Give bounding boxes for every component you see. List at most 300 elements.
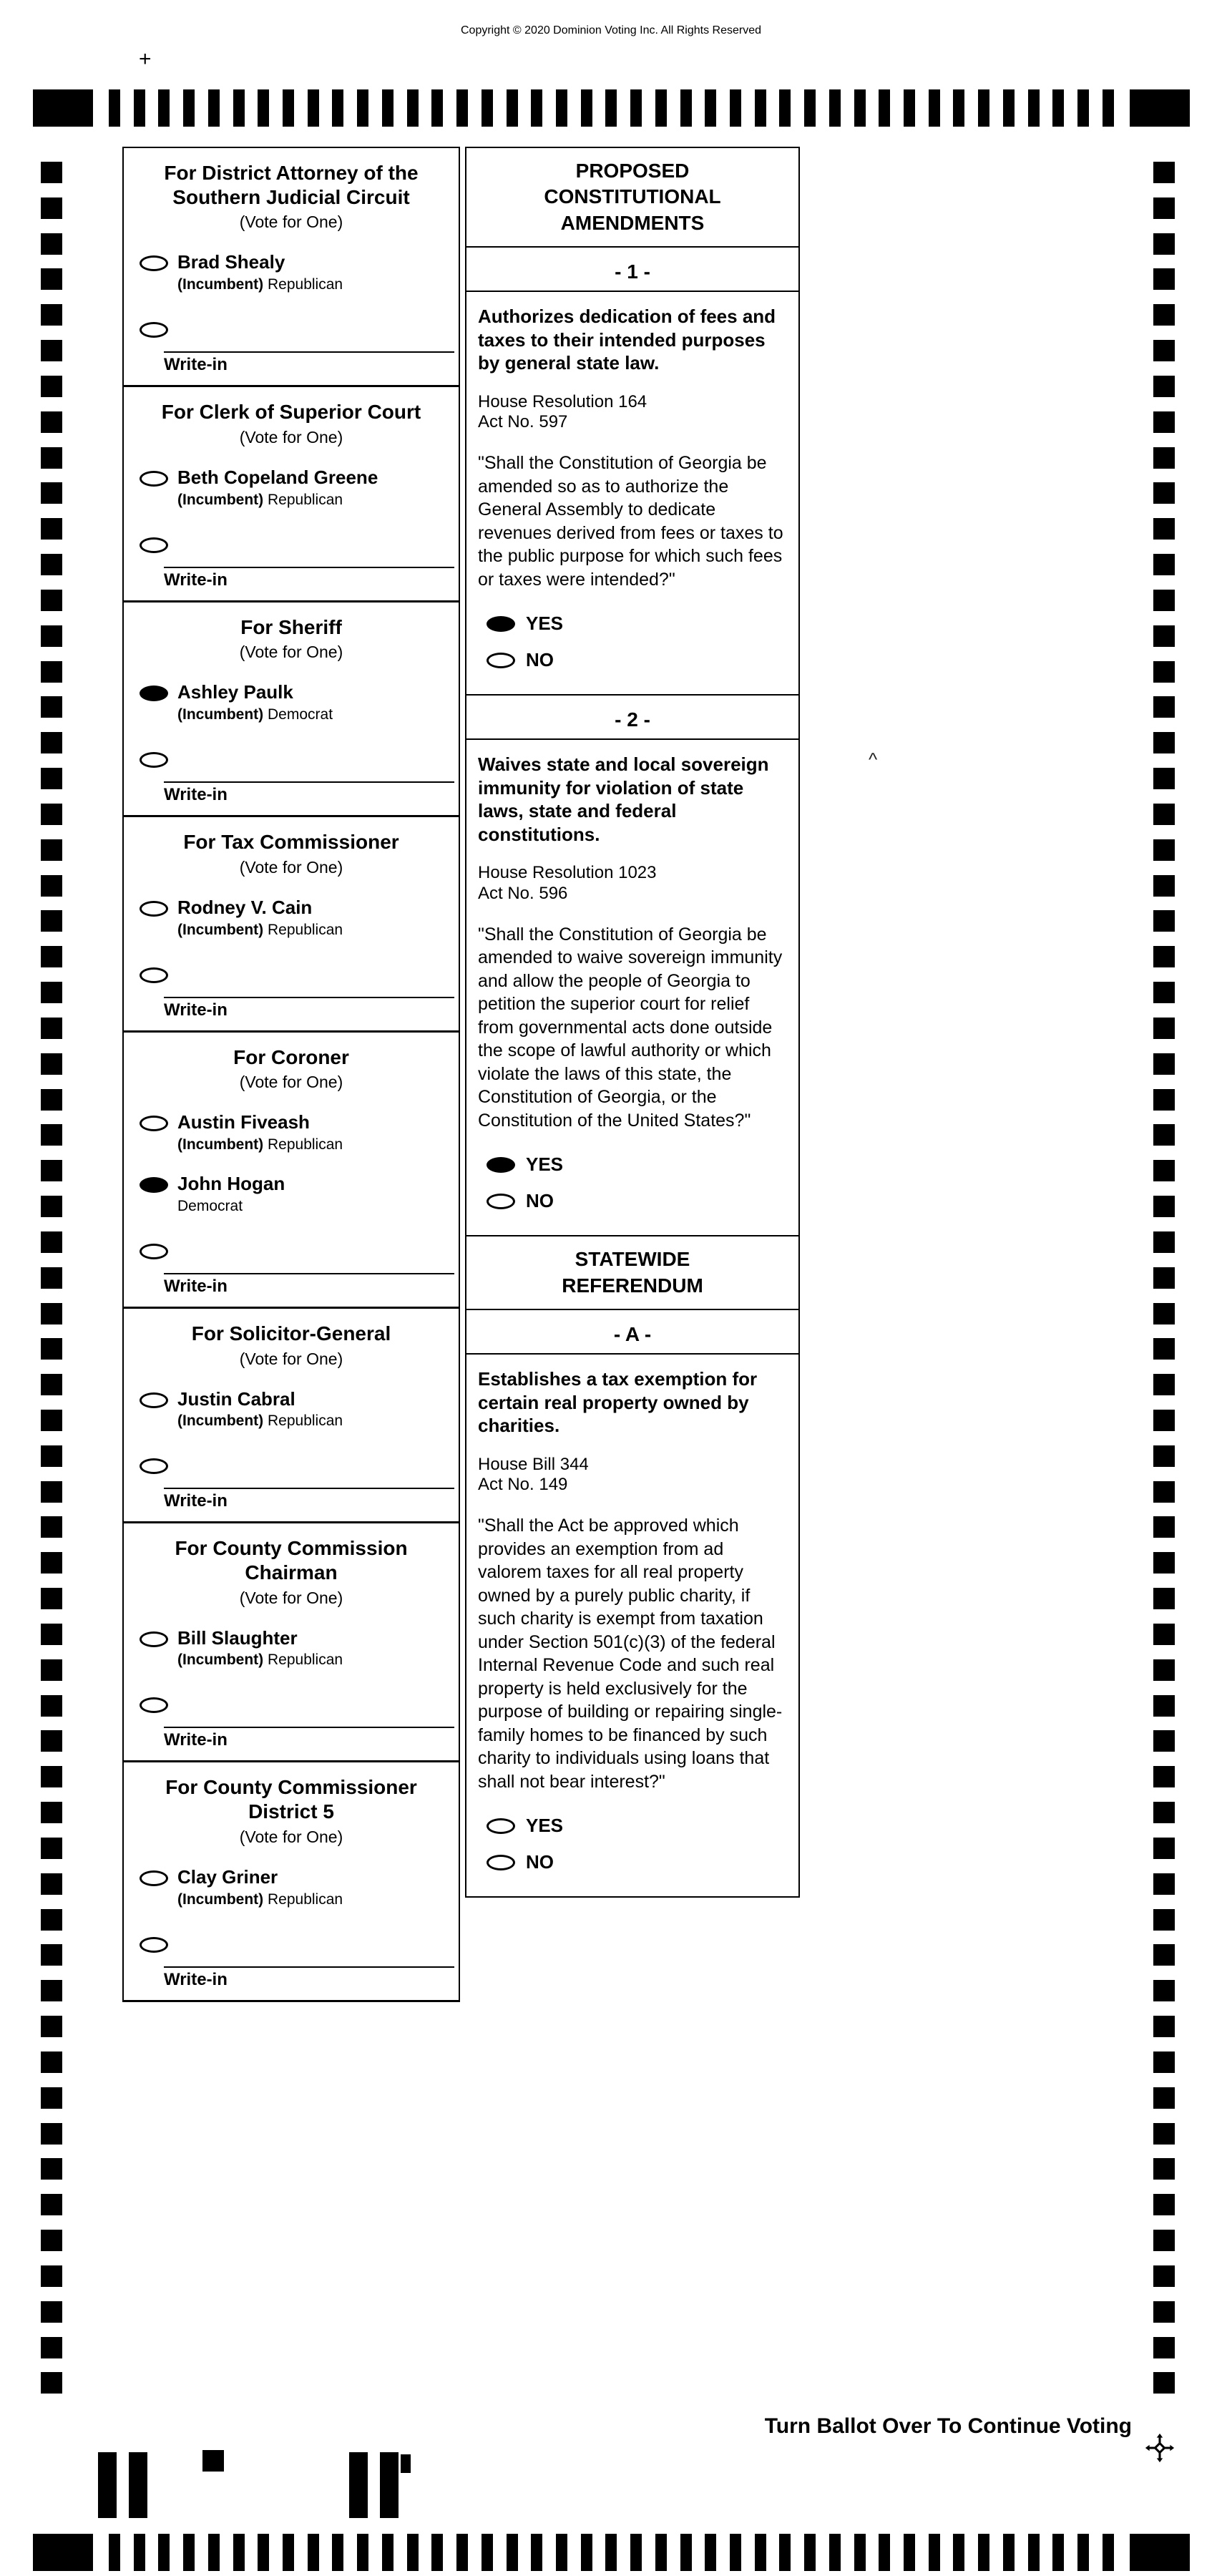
write-in-label: Write-in [164, 1276, 228, 1296]
timing-mark [482, 89, 493, 127]
candidate-name: Austin Fiveash [177, 1111, 310, 1133]
measure-option-label: NO [526, 1851, 554, 1873]
timing-mark [41, 1089, 62, 1111]
measure-number: - A - [466, 1310, 798, 1355]
timing-mark [431, 89, 443, 127]
timing-mark [904, 2534, 915, 2571]
measure-option-label: YES [526, 613, 564, 635]
ballot-measure [466, 1310, 798, 1896]
timing-mark [1153, 1516, 1175, 1538]
candidate-qualifier: (Incumbent) [177, 1890, 268, 1908]
timing-mark [41, 1374, 62, 1395]
timing-mark [1153, 1552, 1175, 1574]
write-in-line [164, 1488, 454, 1489]
timing-mark [1153, 1089, 1175, 1111]
contest-header [124, 817, 459, 884]
write-in-line [164, 1273, 454, 1274]
measures-section-header-line: AMENDMENTS [560, 211, 705, 234]
timing-mark [755, 89, 766, 127]
candidate-row [124, 1854, 459, 1916]
timing-mark [41, 696, 62, 718]
ballot-id-mark [349, 2452, 368, 2518]
candidate-name: Ashley Paulk [177, 681, 293, 703]
timing-mark [382, 2534, 394, 2571]
contest [124, 148, 459, 387]
contest [124, 1033, 459, 1309]
candidate-qualifier: (Incumbent) [177, 921, 268, 938]
timing-mark [1153, 2301, 1175, 2323]
candidate-row [124, 884, 459, 946]
write-in-label: Write-in [164, 1730, 228, 1750]
candidate-row [124, 669, 459, 731]
candidate-row [124, 1615, 459, 1677]
timing-mark [431, 2534, 443, 2571]
write-in-oval[interactable] [140, 752, 168, 768]
timing-mark [41, 1730, 62, 1752]
timing-mark [1153, 2265, 1175, 2287]
vote-for-instruction: (Vote for One) [239, 1073, 343, 1092]
timing-mark [854, 89, 866, 127]
contest-title-line: For Coroner [233, 1045, 349, 1068]
candidate-party: (Incumbent) Republican [177, 1890, 343, 1908]
ballot-oval[interactable] [140, 255, 168, 271]
measures-section-header-line: PROPOSED [575, 160, 690, 182]
timing-mark [854, 2534, 866, 2571]
candidate-party: (Incumbent) Democrat [177, 706, 333, 723]
candidate-name: Clay Griner [177, 1865, 278, 1888]
measure-number: - 2 - [466, 696, 798, 740]
write-in-oval[interactable] [140, 1937, 168, 1953]
print-artifact-mark: ^ [869, 748, 878, 770]
timing-mark [41, 1552, 62, 1574]
timing-mark [1153, 2372, 1175, 2394]
timing-mark [705, 89, 716, 127]
contest-title-line: For Tax Commissioner [183, 831, 399, 854]
vote-for-instruction: (Vote for One) [239, 1349, 343, 1368]
timing-mark [283, 2534, 294, 2571]
timing-mark [978, 89, 989, 127]
timing-mark [730, 2534, 741, 2571]
timing-mark [41, 1196, 62, 1217]
timing-mark [41, 1124, 62, 1146]
vote-for-instruction: (Vote for One) [239, 643, 343, 662]
timing-mark [208, 2534, 220, 2571]
timing-mark [1153, 1659, 1175, 1681]
timing-mark [1153, 1374, 1175, 1395]
timing-mark [1153, 2158, 1175, 2180]
measure-references [466, 375, 798, 434]
timing-mark [109, 2534, 120, 2571]
candidate-name: Bill Slaughter [177, 1626, 298, 1649]
timing-mark [507, 2534, 518, 2571]
candidate-info [177, 897, 343, 939]
timing-mark [41, 1516, 62, 1538]
candidate-name: John Hogan [177, 1173, 285, 1195]
timing-mark [41, 2087, 62, 2109]
candidate-party: (Incumbent) Republican [177, 1652, 343, 1669]
ballot-oval[interactable] [140, 1870, 168, 1886]
timing-mark [1153, 1588, 1175, 1609]
ballot-oval[interactable] [140, 471, 168, 487]
timing-mark [41, 946, 62, 967]
turn-ballot-over-note: Turn Ballot Over To Continue Voting [764, 2414, 1132, 2438]
contest [124, 387, 459, 602]
timing-mark [41, 839, 62, 861]
measure-option-label: NO [526, 649, 554, 671]
measure-reference-line: House Resolution 1023 [478, 863, 657, 883]
candidate-qualifier: (Incumbent) [177, 1652, 268, 1669]
vote-for-instruction: (Vote for One) [239, 427, 343, 447]
timing-mark [1153, 696, 1175, 718]
timing-mark [41, 2123, 62, 2145]
timing-mark [41, 1018, 62, 1039]
timing-mark [407, 89, 419, 127]
timing-mark [531, 2534, 542, 2571]
timing-mark [41, 804, 62, 825]
contest-title-line: For Solicitor-General [191, 1322, 391, 1345]
timing-mark [41, 1838, 62, 1859]
timing-mark [978, 2534, 989, 2571]
contests-column [122, 147, 460, 2002]
candidate-info [177, 1174, 285, 1215]
vote-for-instruction: (Vote for One) [239, 1827, 343, 1846]
timing-mark [1153, 1053, 1175, 1075]
ballot-measure [466, 248, 798, 694]
timing-mark [41, 1160, 62, 1181]
contest-header [124, 602, 459, 670]
timing-mark [258, 89, 269, 127]
write-in-line [164, 781, 454, 783]
timing-mark [1153, 2194, 1175, 2215]
timing-mark [1153, 1196, 1175, 1217]
write-in-line [164, 1727, 454, 1728]
measure-reference-line: Act No. 149 [478, 1475, 568, 1495]
contest-title [131, 1536, 451, 1584]
candidate-party: (Incumbent) Republican [177, 1413, 343, 1430]
measure-question: "Shall the Constitution of Georgia be amended to waive sovereign immunity and allow the people of Georgia to petition the superior court for relief from governmental acts done outside the scope of lawful authority or which violate the laws of this state, the Constitution of Georgia, or the Constitution of the United States?" [478, 924, 783, 1131]
timing-corner-block [33, 2534, 93, 2571]
vote-for-instruction: (Vote for One) [239, 1588, 343, 1607]
candidate-qualifier: (Incumbent) [177, 1136, 268, 1153]
timing-mark [1153, 376, 1175, 397]
timing-mark [655, 2534, 667, 2571]
candidate-name: Brad Shealy [177, 251, 285, 273]
candidate-qualifier: (Incumbent) [177, 491, 268, 508]
contest-title-line: For Sheriff [240, 615, 342, 638]
measure-option-row [478, 1844, 787, 1880]
ballot-oval-filled[interactable] [487, 616, 515, 632]
timing-mark [1153, 554, 1175, 575]
contest-title-line: For County Commission [175, 1537, 408, 1560]
timing-mark [41, 1766, 62, 1787]
timing-mark [183, 89, 195, 127]
contest-header [124, 1762, 459, 1853]
write-in-line [164, 1966, 454, 1968]
vote-for-instruction: (Vote for One) [239, 213, 343, 232]
contest-header [124, 1309, 459, 1376]
candidate-row [124, 454, 459, 516]
timing-mark [134, 89, 145, 127]
timing-mark [829, 89, 841, 127]
timing-mark [1153, 1410, 1175, 1431]
crosshair-arrows-icon [1143, 2431, 1176, 2464]
ballot-oval[interactable] [487, 1194, 515, 1209]
write-in-oval[interactable] [140, 1244, 168, 1259]
write-in-oval[interactable] [140, 1697, 168, 1713]
timing-mark [357, 89, 368, 127]
candidate-info [177, 1867, 343, 1908]
timing-mark [41, 447, 62, 469]
timing-mark [183, 2534, 195, 2571]
candidate-qualifier: (Incumbent) [177, 276, 268, 293]
timing-mark [41, 304, 62, 326]
timing-mark [357, 2534, 368, 2571]
candidate-info [177, 1628, 343, 1669]
timing-mark [730, 89, 741, 127]
timing-row-bottom-bars [93, 2534, 1130, 2571]
timing-mark [904, 89, 915, 127]
write-in-oval[interactable] [140, 1458, 168, 1474]
timing-mark [556, 2534, 567, 2571]
timing-marks-left [41, 162, 62, 2394]
timing-mark [41, 197, 62, 219]
timing-mark [407, 2534, 419, 2571]
contest [124, 817, 459, 1032]
ballot-oval[interactable] [140, 1631, 168, 1647]
candidate-info [177, 252, 343, 293]
measure-references [466, 1438, 798, 1496]
timing-mark [41, 1303, 62, 1324]
timing-mark [482, 2534, 493, 2571]
timing-mark [41, 411, 62, 433]
write-in-label: Write-in [164, 570, 228, 590]
timing-mark [41, 2337, 62, 2358]
timing-mark [1153, 661, 1175, 683]
write-in-line [164, 997, 454, 998]
timing-mark [158, 89, 170, 127]
timing-mark [655, 89, 667, 127]
timing-mark [1153, 625, 1175, 647]
timing-mark [41, 518, 62, 540]
write-in-row [124, 1222, 459, 1263]
write-in-row [124, 1916, 459, 1956]
measure-question: "Shall the Constitution of Georgia be amended so as to authorize the General Assembly to dedicate revenues derived from fees or taxes to the public purpose for which such fees or taxes were intended?" [478, 453, 783, 590]
write-in-label: Write-in [164, 1491, 228, 1511]
timing-mark [41, 2158, 62, 2180]
timing-mark [1153, 482, 1175, 504]
timing-corner-block [1130, 89, 1190, 127]
ballot-oval-filled[interactable] [487, 1157, 515, 1173]
timing-mark [283, 89, 294, 127]
timing-mark [755, 2534, 766, 2571]
timing-mark [308, 2534, 319, 2571]
measure-references [466, 846, 798, 904]
timing-mark [1153, 768, 1175, 789]
measures-section-header-line: CONSTITUTIONAL [544, 185, 721, 208]
timing-mark [581, 2534, 592, 2571]
ballot-id-mark [401, 2454, 411, 2473]
write-in-oval[interactable] [140, 537, 168, 553]
timing-mark [41, 1445, 62, 1467]
timing-mark [1077, 2534, 1089, 2571]
measure-option-row [478, 1146, 787, 1183]
write-in-label: Write-in [164, 785, 228, 805]
timing-mark [41, 1802, 62, 1823]
measure-summary: Authorizes dedication of fees and taxes to their intended purposes by general state law. [478, 306, 776, 374]
measure-option-row [478, 605, 787, 642]
write-in-row [124, 946, 459, 987]
timing-mark [1153, 910, 1175, 932]
copyright-notice: Copyright © 2020 Dominion Voting Inc. All Rights Reserved [460, 24, 761, 36]
contest [124, 1762, 459, 2001]
timing-mark [41, 1624, 62, 1645]
timing-mark [1153, 1124, 1175, 1146]
timing-mark [258, 2534, 269, 2571]
timing-mark [1153, 590, 1175, 611]
timing-corner-block [33, 89, 93, 127]
timing-mark [41, 1873, 62, 1895]
candidate-name: Rodney V. Cain [177, 896, 313, 918]
timing-mark [41, 1695, 62, 1717]
candidate-name: Justin Cabral [177, 1387, 295, 1410]
timing-mark [507, 89, 518, 127]
timing-mark [1153, 2337, 1175, 2358]
timing-mark [41, 768, 62, 789]
timing-mark [1077, 89, 1089, 127]
measure-options [466, 1132, 798, 1235]
timing-mark [41, 982, 62, 1003]
timing-mark [1153, 447, 1175, 469]
ballot-id-mark [380, 2452, 399, 2518]
contest-title-line: For District Attorney of the [164, 162, 419, 184]
timing-mark [332, 2534, 343, 2571]
ballot-oval[interactable] [487, 653, 515, 668]
contest-header [124, 387, 459, 454]
ballot-oval-filled[interactable] [140, 1177, 168, 1193]
timing-mark [109, 89, 120, 127]
candidate-party: Democrat [177, 1197, 243, 1214]
timing-mark [1153, 1018, 1175, 1039]
candidate-party: (Incumbent) Republican [177, 276, 343, 293]
contest-title [131, 1045, 451, 1070]
candidate-row [124, 1099, 459, 1161]
measure-summary: Waives state and local sovereign immunity for violation of state laws, state and federal constitutions. [478, 753, 769, 845]
ballot-oval[interactable] [487, 1855, 515, 1870]
contest-title [131, 1322, 451, 1346]
write-in-oval[interactable] [140, 967, 168, 983]
contest-title [131, 400, 451, 424]
ballot-oval-filled[interactable] [140, 686, 168, 701]
write-in-row [124, 1676, 459, 1717]
measures-section-header [466, 148, 798, 248]
timing-mark [1153, 946, 1175, 967]
contest-title [131, 615, 451, 640]
timing-mark [41, 1909, 62, 1931]
timing-mark [41, 2372, 62, 2394]
timing-mark [1153, 1160, 1175, 1181]
contest-title-line: Chairman [245, 1561, 338, 1584]
timing-mark [1153, 2051, 1175, 2073]
candidate-info [177, 682, 333, 723]
candidate-name: Beth Copeland Greene [177, 466, 378, 488]
timing-mark [1153, 804, 1175, 825]
ballot-oval[interactable] [487, 1818, 515, 1834]
timing-mark [41, 1481, 62, 1503]
write-in-row [124, 516, 459, 557]
timing-mark [41, 376, 62, 397]
timing-mark [605, 89, 617, 127]
timing-mark [208, 89, 220, 127]
timing-mark [233, 2534, 245, 2571]
ballot-id-mark [129, 2452, 147, 2518]
contest-header [124, 1523, 459, 1614]
timing-marks-top [33, 89, 1190, 127]
timing-mark [605, 2534, 617, 2571]
timing-mark [1153, 268, 1175, 290]
timing-mark [41, 910, 62, 932]
timing-mark [1153, 875, 1175, 897]
timing-mark [1003, 89, 1015, 127]
contest-title [131, 1775, 451, 1823]
timing-mark [382, 89, 394, 127]
timing-mark [1153, 1980, 1175, 2001]
measures-column [465, 147, 800, 1898]
timing-mark [1153, 2087, 1175, 2109]
measure-reference-line: Act No. 597 [478, 412, 568, 432]
timing-mark [41, 2230, 62, 2251]
timing-mark [1153, 197, 1175, 219]
write-in-row [124, 301, 459, 341]
contest [124, 1523, 459, 1762]
timing-mark [1153, 1303, 1175, 1324]
ballot-oval[interactable] [140, 1116, 168, 1131]
timing-mark [332, 89, 343, 127]
timing-mark [1052, 2534, 1064, 2571]
timing-mark [41, 732, 62, 753]
timing-mark [829, 2534, 841, 2571]
timing-mark [630, 2534, 642, 2571]
timing-mark [804, 89, 816, 127]
timing-mark [953, 2534, 964, 2571]
timing-mark [953, 89, 964, 127]
contest-header [124, 1033, 459, 1100]
timing-mark [41, 2301, 62, 2323]
write-in-row [124, 1437, 459, 1478]
timing-mark [1153, 1338, 1175, 1360]
timing-mark [1028, 89, 1040, 127]
timing-mark [1153, 1873, 1175, 1895]
timing-mark [41, 2194, 62, 2215]
timing-mark [1153, 1695, 1175, 1717]
timing-mark [41, 1338, 62, 1360]
timing-mark [1153, 1730, 1175, 1752]
timing-mark [1153, 304, 1175, 326]
timing-mark [41, 1410, 62, 1431]
measure-option-row [478, 1807, 787, 1844]
timing-mark [1103, 89, 1114, 127]
ballot-oval[interactable] [140, 901, 168, 917]
ballot-oval[interactable] [140, 1392, 168, 1408]
write-in-oval[interactable] [140, 322, 168, 338]
write-in-line [164, 567, 454, 568]
timing-marks-right [1153, 162, 1175, 2394]
timing-mark [1153, 1909, 1175, 1931]
write-in-label: Write-in [164, 355, 228, 375]
timing-mark [41, 1267, 62, 1289]
candidate-party: (Incumbent) Republican [177, 921, 343, 938]
timing-mark [556, 89, 567, 127]
timing-mark [1153, 2123, 1175, 2145]
